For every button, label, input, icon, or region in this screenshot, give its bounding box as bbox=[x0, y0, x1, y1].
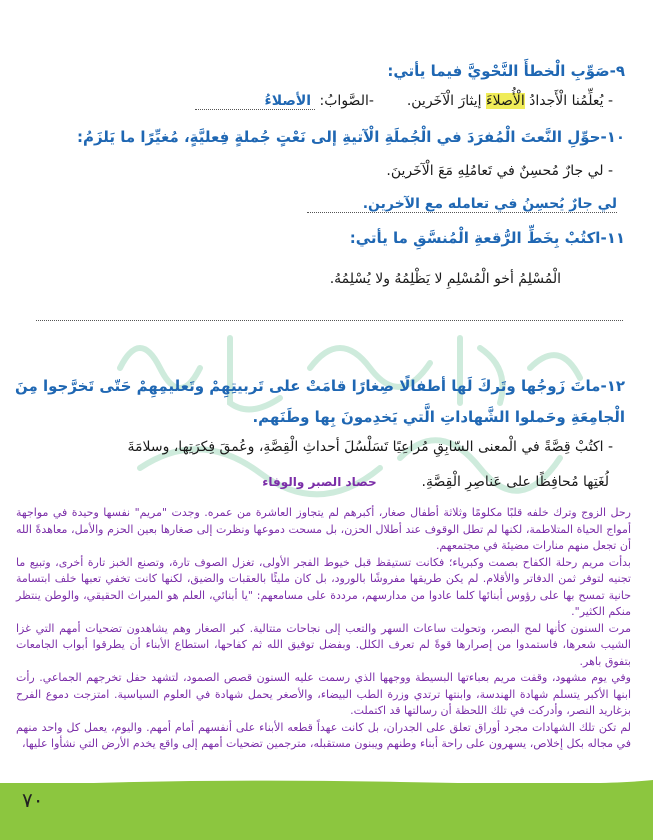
story-paragraph: لم تكن تلك الشهادات مجرد أوراق تعلق على الجدران، بل كانت عهداً قطعه الأبناء على أنفسهم أمام أمهم. واليوم، يعمل كل واحد منهم في مجاله بكل إخلاص، يسهرون على راحة أبناء وطنهم ويبنون مستقبله، مترجمين تضحيات أمهم إلى واقع يخدم الأرض التي نشأوا عليها، bbox=[16, 720, 631, 750]
story-title: حصاد الصبر والوفاء bbox=[262, 475, 377, 489]
correction-label: -الصَّوابُ: bbox=[319, 93, 374, 109]
question-12-task-line-2 bbox=[24, 474, 609, 490]
story-paragraph: وفي يوم مشهود، وقفت مريم بعباءتها البسيطة ووجهها الذي رسمت عليه السنون قصص الصمود، لتشهد حفل تخرجهم الجماعي. رأت ابنها الأكبر يتسلم شهادة الهندسة، وابنتها ترتدي وزرة الطب البيضاء، والأصغر يحمل شهادة في العلوم السياسية. امتزجت دموع الفرح بزغاريد النصر، وأدركت في تلك اللحظة أن رسالتها قد اكتملت. bbox=[16, 671, 631, 717]
question-12-title-line-2: الْجامِعَةِ وحَملوا الشَّهاداتِ الَّتي يَخدِمونَ بِها وطَنَهم. bbox=[252, 408, 625, 426]
question-12-title-line-1: ١٢-ماتَ زَوجُها وتَركَ لَها أطفالًا صِغارًا قامَتْ على تَربيتِهِمْ وتَعليمِهِمْ حَتّى تَخرَّجوا مِنَ bbox=[14, 377, 625, 395]
question-10-answer[interactable]: لي جارٌ يُحسِنُ في تعامله مع الآخرين. bbox=[307, 196, 617, 213]
question-9-line bbox=[24, 93, 613, 109]
question-9-answer[interactable]: الأصلاءُ bbox=[195, 93, 316, 110]
story-paragraph: مرت السنون كأنها لمح البصر، وتحولت ساعات السهر والتعب إلى نجاحات متتالية. كبر الصغار وهم يشاهدون تضحيات أمهم التي غزا الشيب شعرها، فاستمدوا من إصرارها قوةً لم تعرف الكلل. وبفضل توفيق الله ثم كفاحها، استطاع الأبناء أن يطرقوا أبواب الجامعات بتفوق باهر. bbox=[16, 621, 631, 668]
question-9-title: ٩-صَوِّبِ الْخطأَ النَّحْويَّ فيما يأتي: bbox=[387, 62, 625, 80]
highlighted-error-word: الْأُصلاءَ bbox=[486, 93, 525, 109]
question-10-title: ١٠-حوِّلِ النَّعتَ الْمُفرَدَ في الْجُملَةِ الْآتيةِ إلى نَعْتٍ جُملةٍ فِعليَّةٍ، مُغيِّرًا ما يَلزَمُ: bbox=[76, 128, 625, 146]
question-11-title: ١١-اكتُبْ بِخَطِّ الرُّقعةِ الْمُنسَّقِ ما يأتي: bbox=[349, 229, 625, 247]
writing-line[interactable] bbox=[36, 320, 623, 321]
story-paragraph: رحل الزوج وترك خلفه قلبًا مكلومًا وثلاثة أطفال صغار، أكبرهم لم يتجاوز العاشرة من عمره. وجدت "مريم" نفسها وحيدة في مواجهة أمواج الحياة المتلاطمة، لكنها لم تطل الوقوف عند أطلال الحزن، بل مسحت دموعها ونظرت إلى صغارها بعين الحزم والأمل، معاهدةً الله أن تجعل منهم منارات مضيئة في مجتمعهم. bbox=[16, 506, 631, 552]
question-11-sentence: الْمُسْلِمُ أخو الْمُسْلِمِ لا يَظْلِمُهُ ولا يُسْلِمُهُ. bbox=[329, 271, 561, 287]
story-body[interactable] bbox=[16, 505, 631, 753]
footer-bar bbox=[0, 783, 653, 840]
question-12-task-line-1: - اكتُبْ قِصَّةً في الْمعنى السّابِقِ مُراعِيًا تَسَلْسُلَ أحداثِ الْقِصَّةِ، وعُمقَ فِكرَتِها، وسلامَةَ bbox=[127, 439, 613, 455]
page-number: ٧٠ bbox=[22, 788, 44, 812]
question-9-sentence: - يُعلِّمُنا الْأَجدادُ الْأُصلاءَ إيثارَ الْآخَرين. bbox=[406, 93, 613, 109]
story-paragraph: بدأت مريم رحلة الكفاح بصمت وكبرياء؛ فكانت تستيقظ قبل خيوط الفجر الأولى، تغزل الصوف تارة، وتصنع الخبز تارة أخرى، وتبيع ما تجنيه لتوفر ثمن الدفاتر والأقلام. لم يكن طريقها مفروشًا بالورود، بل كان مليئًا بالعقبات والضيق، لكنها كانت تخفي تعبها خلف ابتسامة حانية تمسح بها على رؤوس أبنائها كلما عادوا من مدارسهم، مرددة على مسامعهم: "يا أبنائي، العلم هو الميراث الحقيقي، والوطن ينتظر منكم الكثير". bbox=[16, 555, 631, 618]
question-10-sentence: - لي جارٌ مُحسِنٌ في تَعامُلِهِ مَعَ الْآخَرينَ. bbox=[386, 163, 613, 179]
task-line-2-text: لُغَتِها مُحافِظًا على عَناصِرِ الْقِصَّةِ. bbox=[421, 474, 609, 490]
